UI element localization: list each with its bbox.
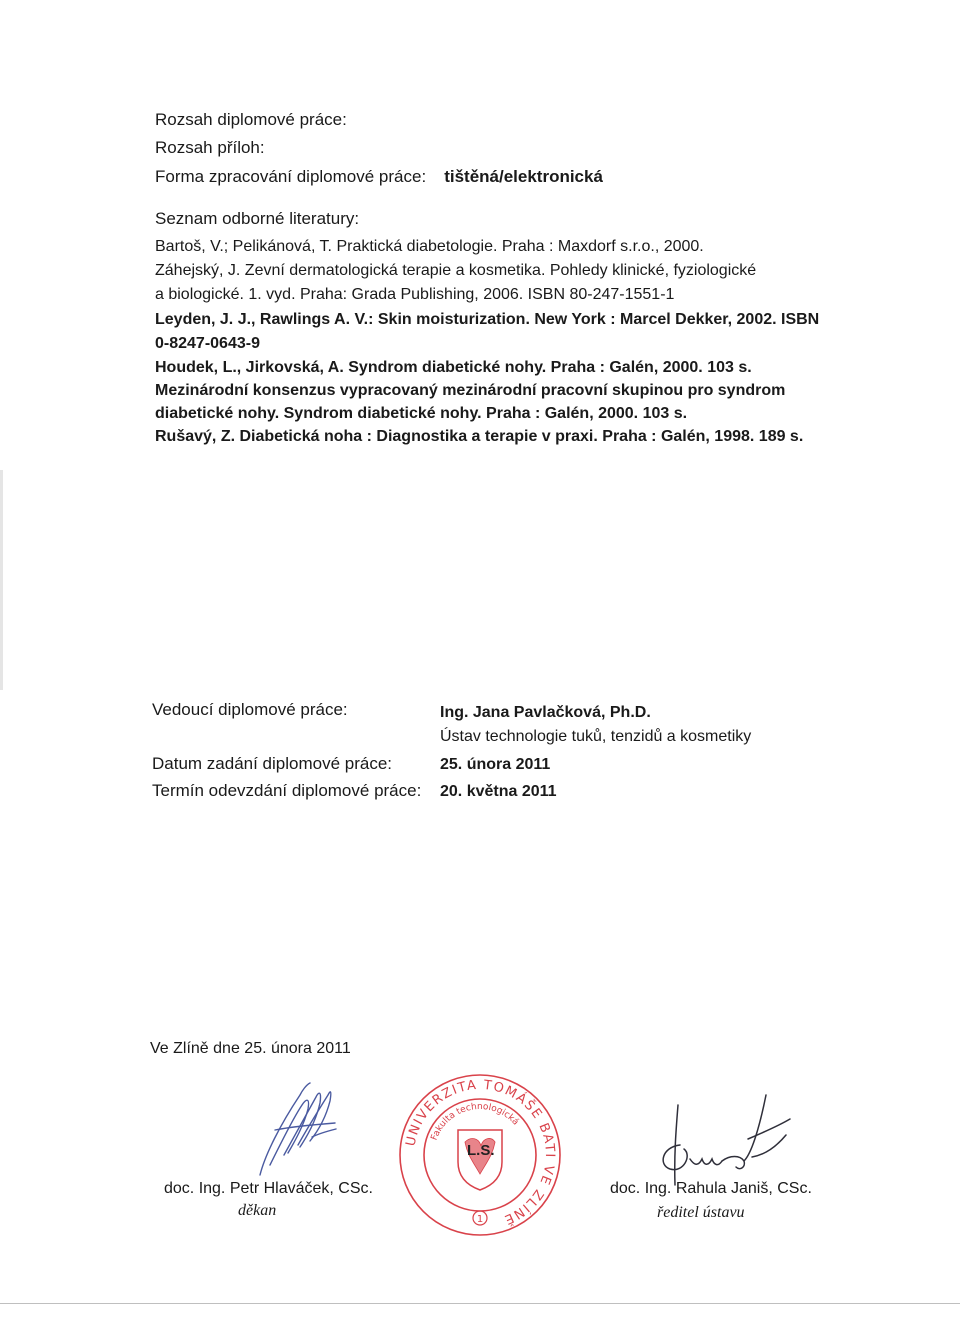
supervisor-name: Ing. Jana Pavlačková, Ph.D.	[440, 704, 651, 721]
supervisor-department: Ústav technologie tuků, tenzidů a kosmetiky	[440, 728, 752, 745]
field-label: Rozsah diplomové práce:	[155, 110, 347, 129]
assigned-date: 25. února 2011	[440, 756, 551, 773]
field-label: Rozsah příloh:	[155, 138, 265, 157]
literature-line: Mezinárodní konsenzus vypracovaný mezinárodní pracovní skupinou pro syndrom	[155, 382, 786, 399]
supervisor-label: Vedoucí diplomové práce:	[152, 700, 348, 719]
director-name: doc. Ing. Rahula Janiš, CSc.	[610, 1180, 812, 1197]
assigned-date-label: Datum zadání diplomové práce:	[152, 754, 393, 773]
literature-line: Leyden, J. J., Rawlings A. V.: Skin moisturization. New York : Marcel Dekker, 2002. ISBN	[155, 311, 820, 328]
show-through-text	[505, 86, 511, 112]
stamp-number: 1	[476, 1214, 484, 1225]
deadline-date: 20. května 2011	[440, 783, 557, 800]
svg-text:Fakulta technologická	[430, 1102, 521, 1142]
stamp-ls: L.S.	[467, 1142, 495, 1159]
stamp-inner-text: Fakulta technologická	[429, 1101, 521, 1142]
dean-signature-image	[240, 1075, 350, 1185]
scan-edge-mark	[0, 470, 3, 690]
dean-role-text: děkan	[238, 1202, 277, 1219]
literature-line: Rušavý, Z. Diabetická noha : Diagnostika a terapie v praxi. Praha : Galén, 1998. 189 s.	[155, 428, 804, 445]
literature-line: Houdek, L., Jirkovská, A. Syndrom diabetické nohy. Praha : Galén, 2000. 103 s.	[155, 359, 752, 376]
place-date: Ve Zlíně dne 25. února 2011	[150, 1040, 351, 1057]
literature-line: 0-8247-0643-9	[155, 335, 260, 352]
literature-line: Záhejský, J. Zevní dermatologická terapie a kosmetika. Pohledy klinické, fyziologické	[155, 262, 757, 279]
field-value: tištěná/elektronická	[444, 167, 603, 186]
literature-line: Bartoš, V.; Pelikánová, T. Praktická diabetologie. Praha : Maxdorf s.r.o., 2000.	[155, 238, 704, 255]
field-appendix-scope	[155, 138, 279, 158]
deadline-label: Termín odevzdání diplomové práce:	[152, 781, 422, 800]
literature-line: diabetické nohy. Syndrom diabetické nohy. Praha : Galén, 2000. 103 s.	[155, 405, 688, 422]
field-thesis-scope	[155, 110, 361, 130]
dean-role	[238, 1202, 276, 1220]
page-bottom-rule	[0, 1303, 960, 1304]
literature-heading: Seznam odborné literatury:	[155, 209, 360, 228]
stamp-ring-text: UNIVERZITA TOMÁŠE BATI VE ZLÍNĚ	[403, 1077, 558, 1228]
field-label: Forma zpracování diplomové práce:	[155, 167, 427, 186]
director-role: ředitel ústavu	[657, 1204, 745, 1221]
literature-line: a biologické. 1. vyd. Praha: Grada Publishing, 2006. ISBN 80-247-1551-1	[155, 286, 675, 303]
director-signature-image	[640, 1085, 800, 1195]
field-form	[155, 167, 603, 187]
dean-name: doc. Ing. Petr Hlaváček, CSc.	[164, 1180, 373, 1197]
